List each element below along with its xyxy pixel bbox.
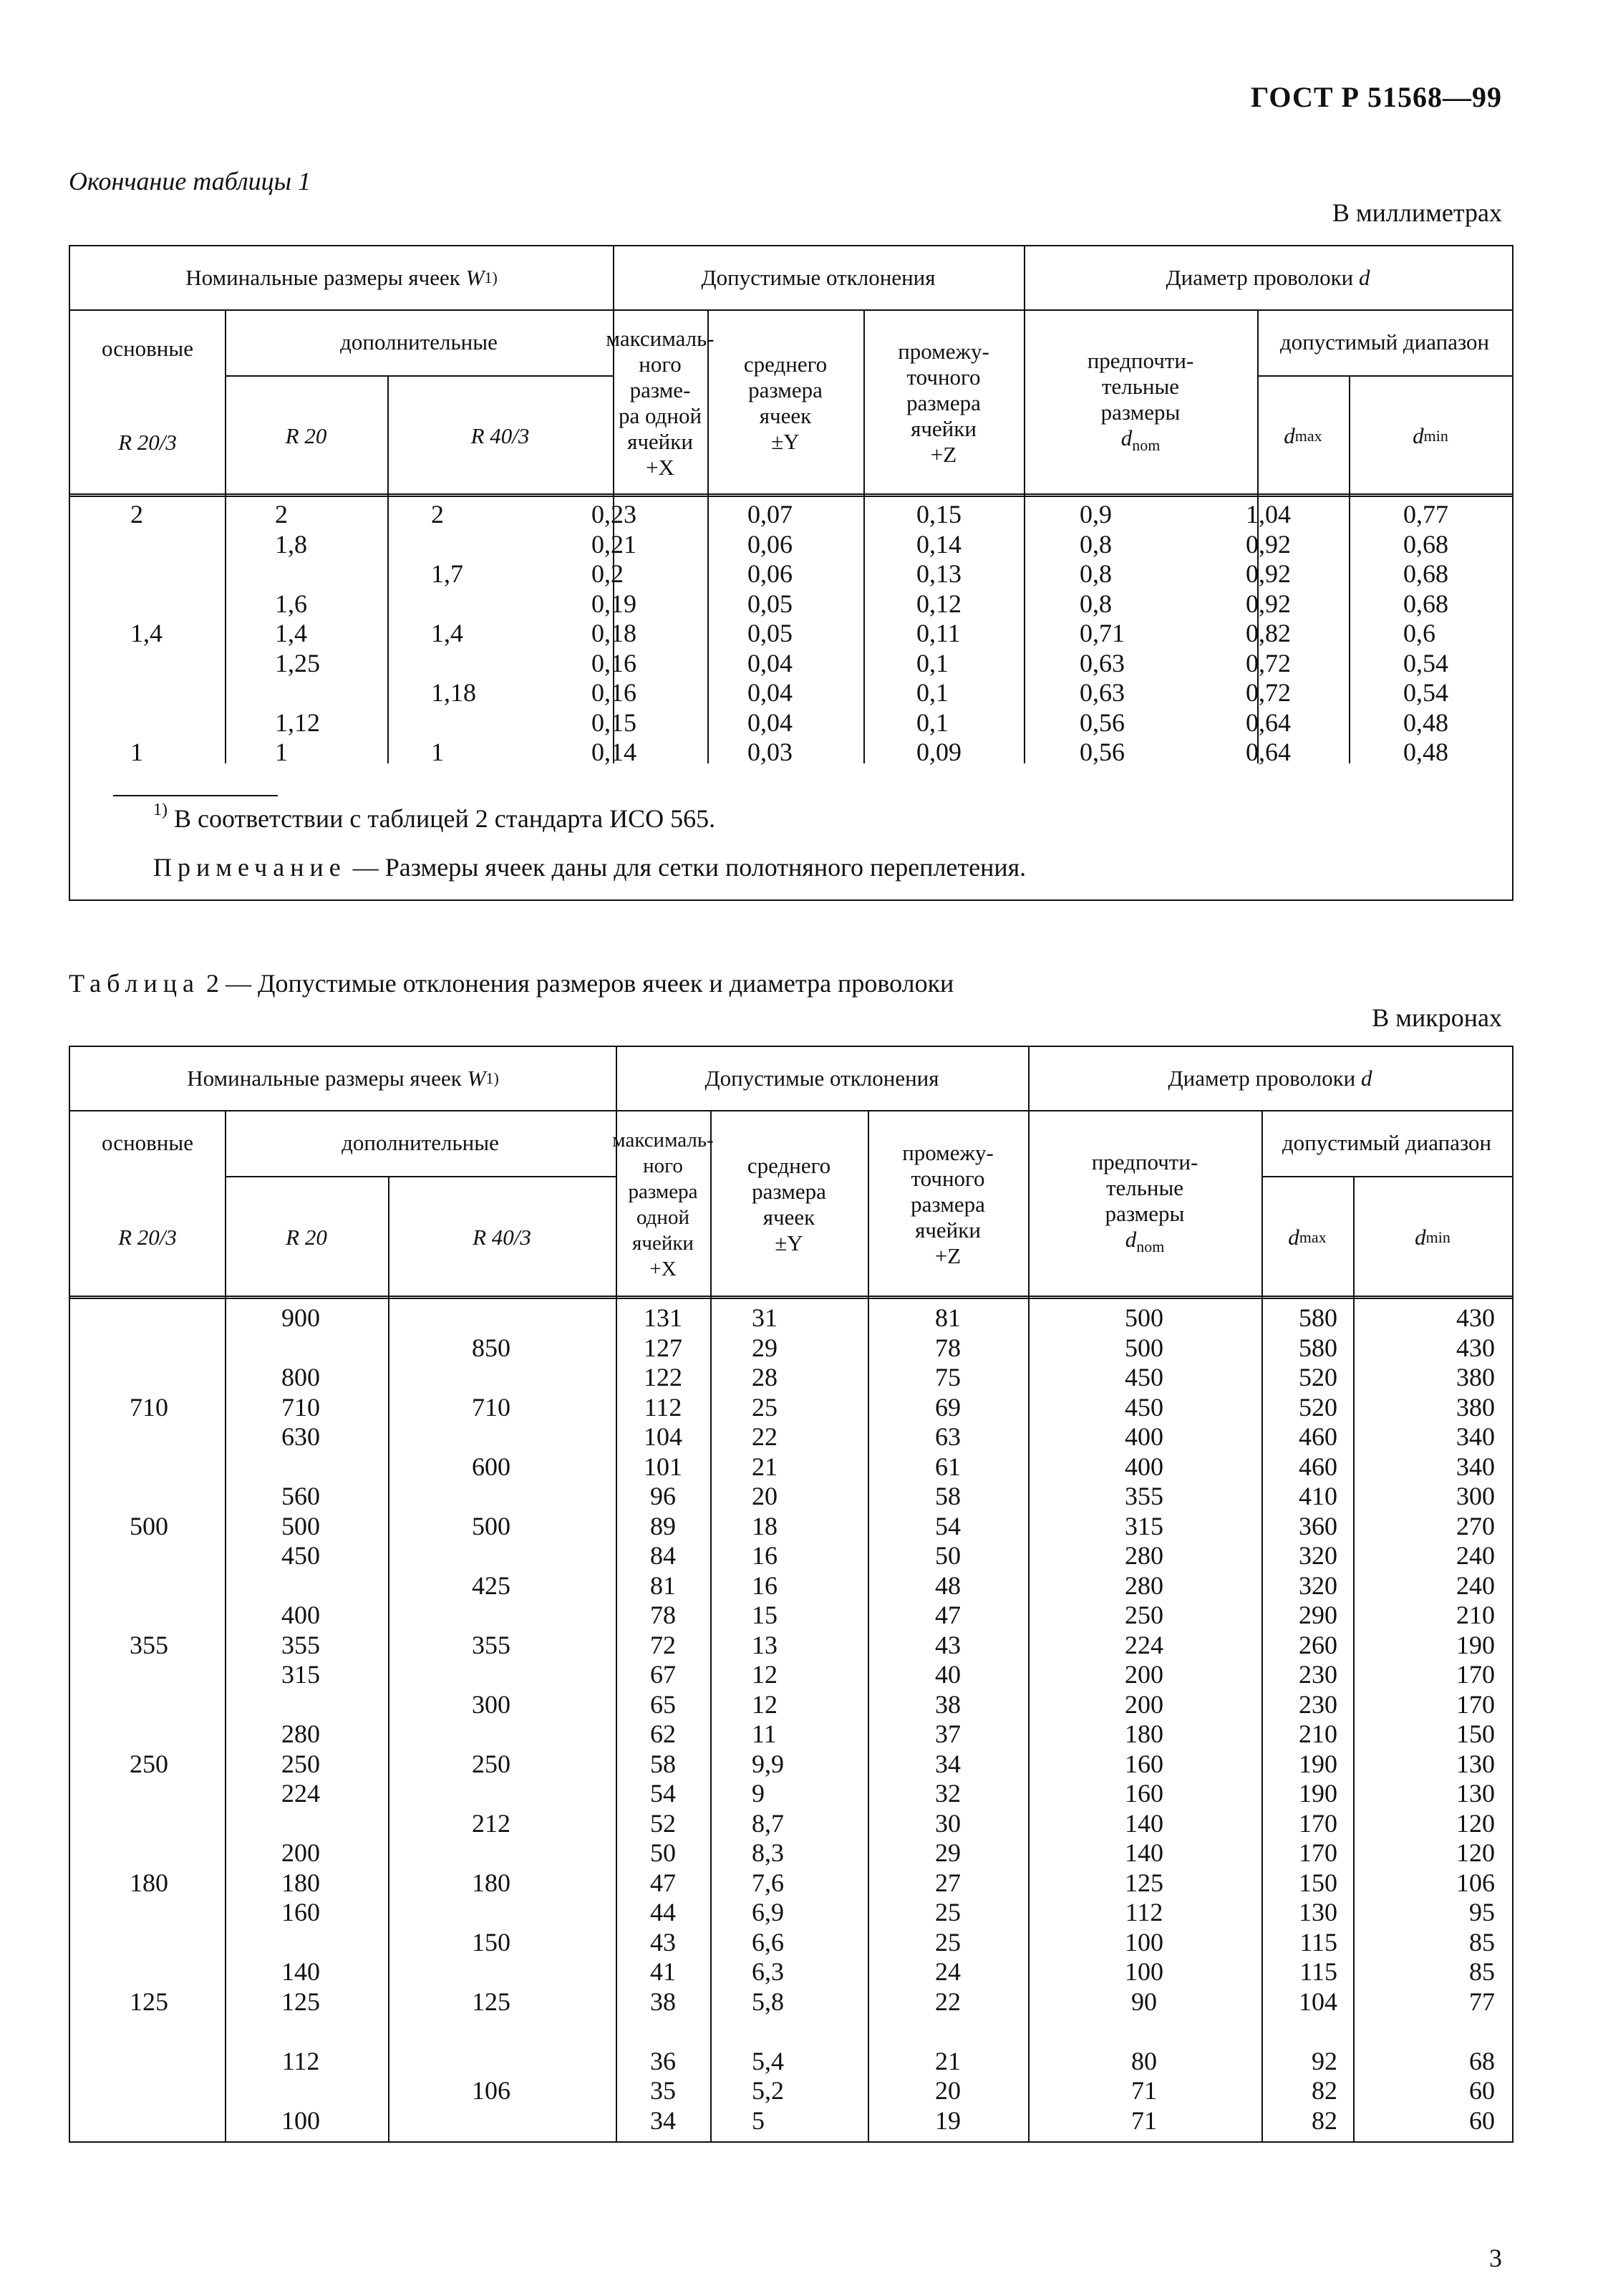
header-avg-size: среднего размера ячеек ±Y	[743, 352, 828, 454]
header-additional: дополнительные	[342, 1130, 499, 1155]
header-preferred: предпочти- тельные размеры $d_{nom}$	[1087, 347, 1194, 455]
table2-col-d-nom: 500 500 450 450 400 400 355 315 280 280 250 224 200 200 180 160 160 140 140 125 112 100 100 90 80 71 71	[1125, 1303, 1163, 2135]
header-r20: R 20	[285, 423, 327, 448]
header-tolerances: Допустимые отклонения	[701, 265, 936, 290]
table2-caption: Таблица 2 — Допустимые отклонения размеров ячеек и диаметра проволоки	[69, 969, 954, 998]
header-d-max: d max	[1284, 423, 1322, 448]
header-wire-diameter: Диаметр проволоки d	[1168, 1066, 1372, 1091]
header-main: основные	[102, 336, 193, 361]
table1-col-main: 2 1,4 1	[130, 500, 163, 766]
table1-col-d-min: 0,77 0,68 0,68 0,68 0,6 0,54 0,54 0,48 0,48	[1403, 500, 1448, 766]
header-r40-3: R 40/3	[473, 1225, 531, 1250]
table2-units: В микронах	[1372, 1003, 1502, 1032]
page-number: 3	[1489, 2244, 1502, 2272]
header-d-min: d min	[1415, 1225, 1450, 1250]
table2-col-z: 81 78 75 69 63 61 58 54 50 48 47 43 40 38 37 34 32 30 29 27 25 25 24 22 21 20 19	[935, 1303, 961, 2135]
header-tolerances: Допустимые отклонения	[704, 1066, 939, 1091]
header-intermediate-size: промежу- точного размера ячейки +Z	[902, 1140, 994, 1268]
table2-col-y: 31 29 28 25 22 21 20 18 16 16 15 13 12 12 11 9,9 9 8,7 8,3 7,6 6,9 6,6 6,3 5,8 5,4 5,2 5	[752, 1303, 784, 2135]
table2-col-d-min: 430 430 380 380 340 340 300 270 240 240 210 190 170 170 150 130 130 120 120 106 95 85 85 77 68 60 60	[1456, 1303, 1495, 2135]
header-intermediate-size: промежу- точного размера ячейки +Z	[898, 339, 989, 467]
table1-caption: Окончание таблицы 1	[69, 167, 311, 196]
header-d-min: d min	[1413, 423, 1448, 448]
header-nominal-sizes: Номинальные размеры ячеек W 1)	[187, 1066, 499, 1091]
table1-col-d-nom: 0,9 0,8 0,8 0,8 0,71 0,63 0,63 0,56 0,56	[1080, 500, 1125, 766]
table1-header	[70, 246, 1512, 497]
table1-col-x: 0,23 0,21 0,2 0,19 0,18 0,16 0,16 0,15 0,14	[591, 500, 636, 766]
table1	[69, 245, 1513, 901]
header-d-max: d max	[1288, 1225, 1327, 1250]
table1-note: Примечание — Размеры ячеек даны для сетки полотняного переплетения.	[153, 853, 1027, 882]
header-max-size: максималь- ного разме- ра одной ячейки +X	[606, 326, 715, 480]
header-preferred: предпочти- тельные размеры $d_{nom}$	[1091, 1149, 1198, 1256]
table2-col-r40-3: 850 710 600 500 425 355 300 250 212 180 150 125 106	[472, 1333, 510, 2105]
header-main: основные	[102, 1130, 193, 1155]
header-allowed-range: допустимый диапазон	[1279, 329, 1490, 354]
table2-header	[70, 1047, 1512, 1299]
table1-col-r40-3: 2 1,7 1,4 1,18 1	[431, 500, 476, 766]
footnote-rule	[113, 795, 278, 796]
header-r20: R 20	[286, 1225, 327, 1250]
header-r40-3: R 40/3	[470, 423, 530, 448]
header-nominal-sizes: Номинальные размеры ячеек W 1)	[185, 265, 498, 290]
header-additional: дополнительные	[340, 329, 498, 354]
table1-col-r20: 2 1,8 1,6 1,4 1,25 1,12 1	[275, 500, 320, 766]
table1-col-d-max: 1,04 0,92 0,92 0,92 0,82 0,72 0,72 0,64 0,64	[1246, 500, 1291, 766]
table2-col-d-max: 580 580 520 520 460 460 410 360 320 320 290 260 230 230 210 190 190 170 170 150 130 115 115 104 92 82 82	[1299, 1303, 1337, 2135]
document-code: ГОСТ Р 51568—99	[1250, 81, 1502, 113]
header-main-series: R 20/3	[118, 430, 177, 455]
table2-col-x: 131 127 122 112 104 101 96 89 84 81 78 72 67 65 62 58 54 52 50 47 44 43 41 38 36 35 34	[644, 1303, 682, 2135]
table2-col-main: 710 500 355 250 180 125	[130, 1392, 168, 2016]
table1-col-y: 0,07 0,06 0,06 0,05 0,05 0,04 0,04 0,04 0,03	[747, 500, 793, 766]
header-avg-size: среднего размера ячеек ±Y	[747, 1153, 831, 1255]
table1-footnote: $^{1)}$ В соответствии с таблицей 2 стандарта ИСО 565.	[153, 801, 716, 833]
table2-col-r20: 900 800 710 630 560 500 450 400 355 315 280 250 224 200 180 160 140 125 112 100	[281, 1303, 320, 2135]
table1-units: В миллиметрах	[1332, 198, 1502, 227]
header-main-series: R 20/3	[118, 1225, 177, 1250]
header-wire-diameter: Диаметр проволоки d	[1166, 265, 1370, 290]
header-allowed-range: допустимый диапазон	[1282, 1130, 1492, 1155]
header-max-size: максималь- ного размера одной ячейки +X	[612, 1129, 714, 1280]
table1-col-z: 0,15 0,14 0,13 0,12 0,11 0,1 0,1 0,1 0,09	[916, 500, 962, 766]
table2	[69, 1046, 1513, 2143]
